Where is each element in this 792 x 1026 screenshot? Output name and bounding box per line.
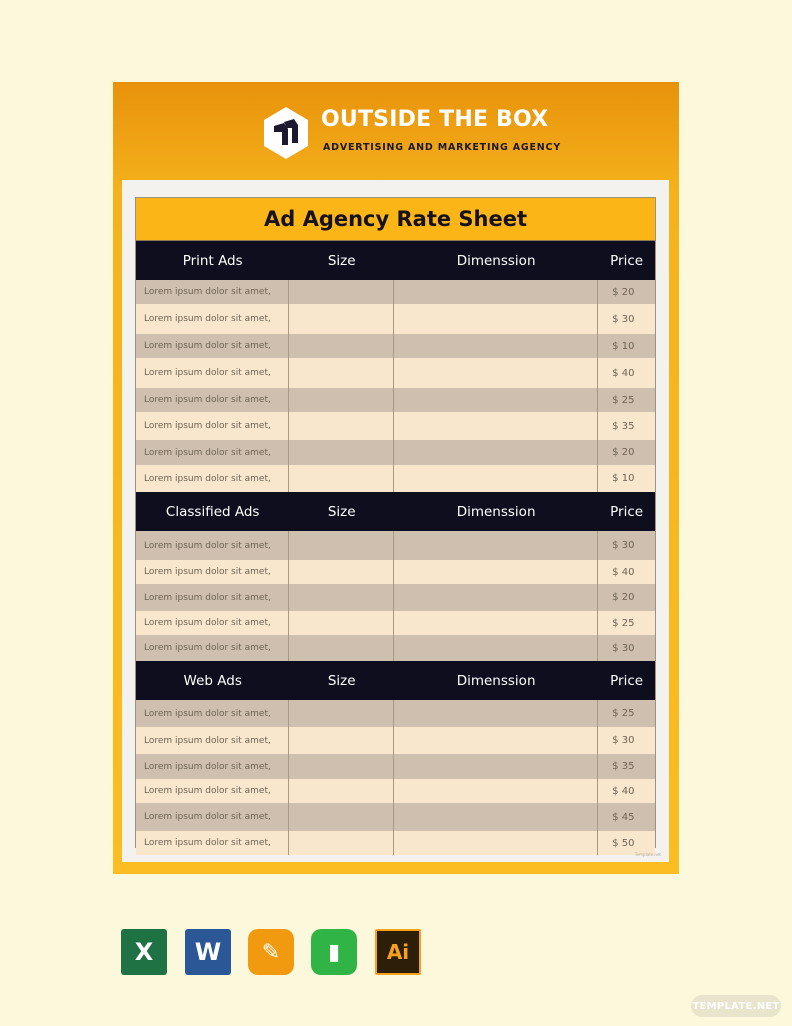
- cell-price: $ 30: [612, 735, 635, 746]
- cell-dimension: [394, 531, 598, 560]
- cell-price: $ 25: [612, 617, 635, 629]
- rate-sections: [136, 241, 655, 855]
- column-header: Dimenssion: [456, 252, 536, 269]
- table-row: [136, 727, 655, 754]
- cell-item: Lorem ipsum dolor sit amet,: [136, 831, 289, 855]
- table-row: [136, 280, 655, 304]
- cell-item: Lorem ipsum dolor sit amet,: [136, 531, 289, 560]
- cell-dimension: [394, 754, 598, 779]
- column-header: Size: [327, 672, 356, 689]
- cell-size: [289, 635, 394, 661]
- cell-size: [289, 465, 394, 492]
- cell-item: Lorem ipsum dolor sit amet,: [136, 358, 289, 388]
- cell-price: $ 40: [612, 566, 635, 578]
- section-header: [136, 492, 655, 531]
- template-net-badge[interactable]: TEMPLATE.NET: [691, 995, 781, 1017]
- cell-dimension: [394, 358, 598, 388]
- cell-size: [289, 831, 394, 855]
- section-header: [136, 241, 655, 280]
- brand-header: [261, 105, 561, 163]
- cell-dimension: [394, 388, 598, 412]
- cell-dimension: [394, 635, 598, 661]
- table-row: [136, 831, 655, 855]
- table-row: [136, 304, 655, 334]
- cell-dimension: [394, 304, 598, 334]
- pages-icon[interactable]: ✎: [248, 929, 294, 975]
- cell-size: [289, 779, 394, 803]
- cell-price: $ 30: [612, 642, 635, 654]
- column-header: Size: [327, 252, 356, 269]
- cell-price: $ 20: [612, 286, 635, 298]
- table-row: [136, 584, 655, 611]
- cell-size: [289, 700, 394, 727]
- cell-item: Lorem ipsum dolor sit amet,: [136, 440, 289, 465]
- cell-size: [289, 388, 394, 412]
- table-row: [136, 700, 655, 727]
- cell-price: $ 25: [612, 394, 635, 406]
- cell-price: $ 35: [612, 420, 635, 432]
- cell-price: $ 40: [612, 367, 635, 379]
- cell-item: Lorem ipsum dolor sit amet,: [136, 334, 289, 358]
- cell-size: [289, 727, 394, 754]
- column-header: Price: [610, 252, 644, 269]
- column-header: Price: [610, 503, 644, 520]
- cell-size: [289, 412, 394, 440]
- table-row: [136, 779, 655, 803]
- cell-dimension: [394, 779, 598, 803]
- rate-table: [135, 197, 656, 848]
- brand-tagline: ADVERTISING AND MARKETING AGENCY: [323, 142, 561, 153]
- table-row: [136, 803, 655, 831]
- table-row: [136, 334, 655, 358]
- cell-size: [289, 754, 394, 779]
- table-row: [136, 412, 655, 440]
- cell-item: Lorem ipsum dolor sit amet,: [136, 700, 289, 727]
- numbers-icon[interactable]: ▮: [311, 929, 357, 975]
- column-header: Web Ads: [183, 672, 242, 689]
- cell-size: [289, 584, 394, 611]
- cell-dimension: [394, 440, 598, 465]
- table-row: [136, 388, 655, 412]
- column-header: Size: [327, 503, 356, 520]
- brand-name: OUTSIDE THE BOX: [321, 107, 549, 132]
- cell-dimension: [394, 611, 598, 635]
- sheet-title: Ad Agency Rate Sheet: [263, 207, 528, 231]
- cell-price: $ 10: [612, 340, 635, 352]
- sheet-paper: [122, 180, 669, 862]
- sheet-watermark: Template.net: [634, 852, 661, 857]
- cell-item: Lorem ipsum dolor sit amet,: [136, 280, 289, 304]
- cell-dimension: [394, 700, 598, 727]
- cell-size: [289, 803, 394, 831]
- illustrator-icon[interactable]: Ai: [375, 929, 421, 975]
- cell-dimension: [394, 280, 598, 304]
- cell-item: Lorem ipsum dolor sit amet,: [136, 388, 289, 412]
- cell-dimension: [394, 831, 598, 855]
- rate-sheet-card: [113, 82, 679, 874]
- cell-price: $ 30: [612, 313, 635, 325]
- cell-item: Lorem ipsum dolor sit amet,: [136, 584, 289, 611]
- cell-price: $ 20: [612, 592, 635, 603]
- cell-price: $ 45: [612, 811, 635, 823]
- column-header: Price: [610, 672, 644, 689]
- cell-size: [289, 611, 394, 635]
- cell-size: [289, 304, 394, 334]
- cell-size: [289, 440, 394, 465]
- table-row: [136, 611, 655, 635]
- cell-size: [289, 280, 394, 304]
- cell-price: $ 10: [612, 473, 635, 484]
- cell-dimension: [394, 560, 598, 584]
- section-header: [136, 661, 655, 700]
- table-row: [136, 440, 655, 465]
- cell-price: $ 35: [612, 761, 635, 772]
- table-row: [136, 754, 655, 779]
- excel-icon[interactable]: X: [121, 929, 167, 975]
- column-header: Dimenssion: [456, 503, 536, 520]
- table-row: [136, 465, 655, 492]
- cell-price: $ 25: [612, 708, 635, 719]
- word-icon[interactable]: W: [185, 929, 231, 975]
- cell-dimension: [394, 584, 598, 611]
- cell-item: Lorem ipsum dolor sit amet,: [136, 754, 289, 779]
- cell-item: Lorem ipsum dolor sit amet,: [136, 727, 289, 754]
- cell-dimension: [394, 727, 598, 754]
- title-bar: [136, 198, 655, 241]
- table-row: [136, 635, 655, 661]
- column-header: Classified Ads: [165, 503, 260, 520]
- table-row: [136, 531, 655, 560]
- outside-the-box-logo-icon: [261, 105, 311, 161]
- cell-item: Lorem ipsum dolor sit amet,: [136, 611, 289, 635]
- cell-size: [289, 531, 394, 560]
- cell-size: [289, 560, 394, 584]
- cell-item: Lorem ipsum dolor sit amet,: [136, 465, 289, 492]
- table-row: [136, 358, 655, 388]
- cell-item: Lorem ipsum dolor sit amet,: [136, 412, 289, 440]
- cell-dimension: [394, 803, 598, 831]
- cell-price: $ 50: [612, 837, 635, 849]
- cell-item: Lorem ipsum dolor sit amet,: [136, 803, 289, 831]
- cell-item: Lorem ipsum dolor sit amet,: [136, 779, 289, 803]
- column-header: Dimenssion: [456, 672, 536, 689]
- cell-dimension: [394, 465, 598, 492]
- cell-price: $ 30: [612, 540, 635, 551]
- cell-item: Lorem ipsum dolor sit amet,: [136, 635, 289, 661]
- cell-price: $ 40: [612, 785, 635, 797]
- cell-size: [289, 334, 394, 358]
- column-header: Print Ads: [182, 252, 243, 269]
- cell-dimension: [394, 334, 598, 358]
- table-row: [136, 560, 655, 584]
- cell-item: Lorem ipsum dolor sit amet,: [136, 304, 289, 334]
- cell-size: [289, 358, 394, 388]
- cell-price: $ 20: [612, 447, 635, 458]
- cell-dimension: [394, 412, 598, 440]
- cell-item: Lorem ipsum dolor sit amet,: [136, 560, 289, 584]
